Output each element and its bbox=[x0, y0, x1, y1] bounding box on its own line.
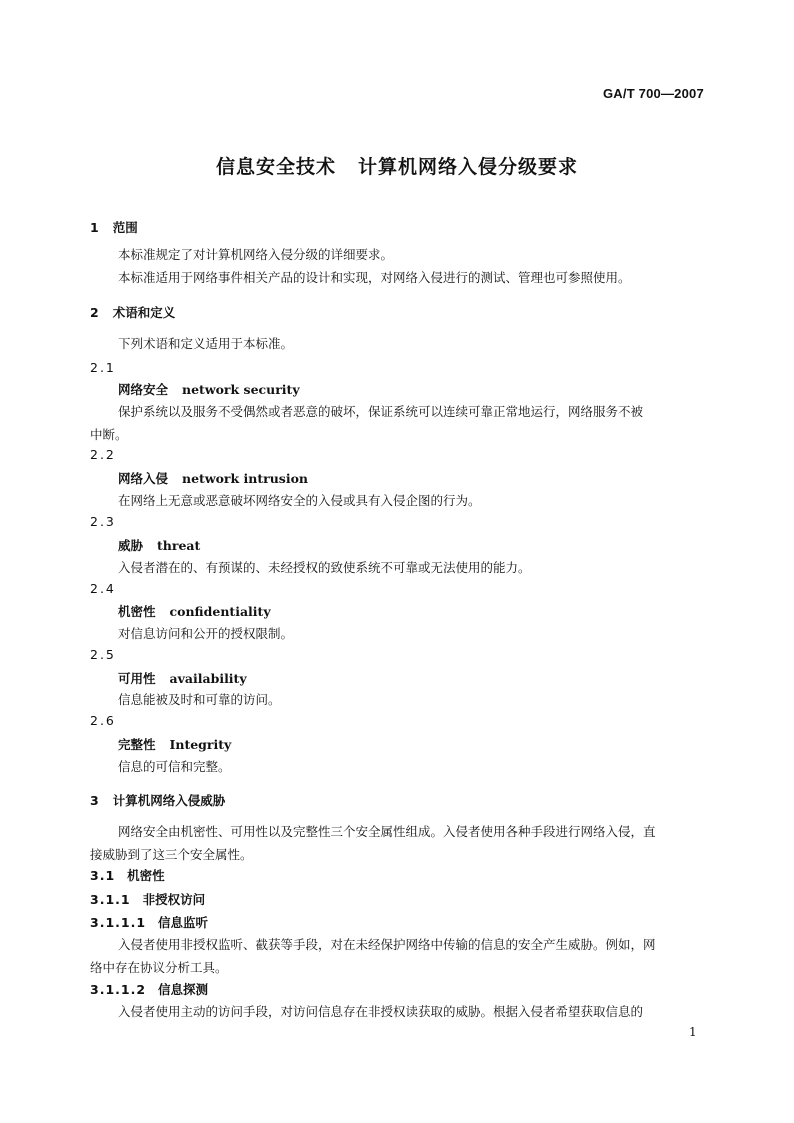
subsection-3-1-1-2-heading bbox=[90, 980, 208, 998]
paragraph: 入侵者使用主动的访问手段，对访问信息存在非授权读获取的威胁。根据入侵者希望获取信息的 bbox=[118, 1004, 644, 1019]
section-number: 3.1.1.1 bbox=[90, 915, 147, 930]
term-heading bbox=[118, 380, 300, 398]
subsection-3-1-heading bbox=[90, 866, 165, 884]
section-number: 1 bbox=[90, 220, 99, 235]
paragraph: 本标准适用于网络事件相关产品的设计和实现，对网络入侵进行的测试、管理也可参照使用。 bbox=[118, 270, 631, 285]
term-heading bbox=[118, 469, 308, 487]
section-title: 范围 bbox=[112, 220, 138, 235]
term-number: 2.4 bbox=[90, 581, 116, 596]
definition: 在网络上无意或恶意破坏网络安全的入侵或具有入侵企图的行为。 bbox=[118, 493, 481, 508]
term-cn: 网络入侵 bbox=[118, 471, 169, 486]
section-number: 3.1.1 bbox=[90, 892, 131, 907]
paragraph: 本标准规定了对计算机网络入侵分级的详细要求。 bbox=[118, 247, 394, 262]
term-en: confidentiality bbox=[169, 604, 271, 619]
definition: 对信息访问和公开的授权限制。 bbox=[118, 626, 294, 641]
term-heading bbox=[118, 536, 200, 554]
subsection-3-1-1-heading bbox=[90, 890, 205, 908]
term-heading bbox=[118, 669, 247, 687]
term-number: 2.6 bbox=[90, 713, 116, 728]
term-en: network security bbox=[182, 382, 300, 397]
standard-code: GA/T 700—2007 bbox=[603, 86, 704, 101]
page-number: 1 bbox=[689, 1025, 697, 1039]
title-part1: 信息安全技术 bbox=[215, 156, 336, 178]
paragraph: 接威胁到了这三个安全属性。 bbox=[90, 847, 253, 862]
subsection-3-1-1-1-heading bbox=[90, 913, 208, 931]
paragraph: 网络安全由机密性、可用性以及完整性三个安全属性组成。入侵者使用各种手段进行网络入侵，直 bbox=[118, 824, 656, 839]
definition: 保护系统以及服务不受偶然或者恶意的破坏，保证系统可以连续可靠正常地运行，网络服务不被 bbox=[118, 404, 644, 419]
definition: 中断。 bbox=[90, 427, 128, 442]
section-number: 3.1.1.2 bbox=[90, 982, 147, 997]
definition: 入侵者潜在的、有预谋的、未经授权的致使系统不可靠或无法使用的能力。 bbox=[118, 560, 531, 575]
section-2-heading bbox=[90, 303, 175, 321]
section-number: 2 bbox=[90, 305, 99, 320]
definition: 信息的可信和完整。 bbox=[118, 759, 231, 774]
section-title: 信息探测 bbox=[158, 982, 209, 997]
definition: 信息能被及时和可靠的访问。 bbox=[118, 692, 281, 707]
term-cn: 完整性 bbox=[118, 737, 156, 752]
paragraph: 下列术语和定义适用于本标准。 bbox=[118, 336, 294, 351]
section-title: 信息监听 bbox=[158, 915, 209, 930]
term-en: availability bbox=[169, 671, 247, 686]
section-number: 3.1 bbox=[90, 868, 116, 883]
term-number: 2.3 bbox=[90, 514, 116, 529]
term-number: 2.1 bbox=[90, 360, 116, 375]
term-heading bbox=[118, 735, 231, 753]
section-title: 计算机网络入侵威胁 bbox=[112, 793, 226, 808]
section-title: 术语和定义 bbox=[112, 305, 176, 320]
term-cn: 可用性 bbox=[118, 671, 156, 686]
paragraph: 络中存在协议分析工具。 bbox=[90, 960, 228, 975]
section-title: 机密性 bbox=[127, 868, 165, 883]
term-cn: 网络安全 bbox=[118, 382, 169, 397]
term-number: 2.2 bbox=[90, 447, 116, 462]
term-en: network intrusion bbox=[182, 471, 309, 486]
term-en: threat bbox=[157, 538, 201, 553]
section-1-heading bbox=[90, 218, 138, 236]
term-cn: 机密性 bbox=[118, 604, 156, 619]
title-part2: 计算机网络入侵分级要求 bbox=[358, 156, 579, 178]
paragraph: 入侵者使用非授权监听、截获等手段，对在未经保护网络中传输的信息的安全产生威胁。例如，网 bbox=[118, 937, 656, 952]
term-heading bbox=[118, 602, 271, 620]
term-number: 2.5 bbox=[90, 647, 116, 662]
section-number: 3 bbox=[90, 793, 99, 808]
term-cn: 威胁 bbox=[118, 538, 144, 553]
document-title bbox=[0, 152, 794, 179]
section-title: 非授权访问 bbox=[142, 892, 206, 907]
section-3-heading bbox=[90, 791, 225, 809]
term-en: Integrity bbox=[169, 737, 232, 752]
